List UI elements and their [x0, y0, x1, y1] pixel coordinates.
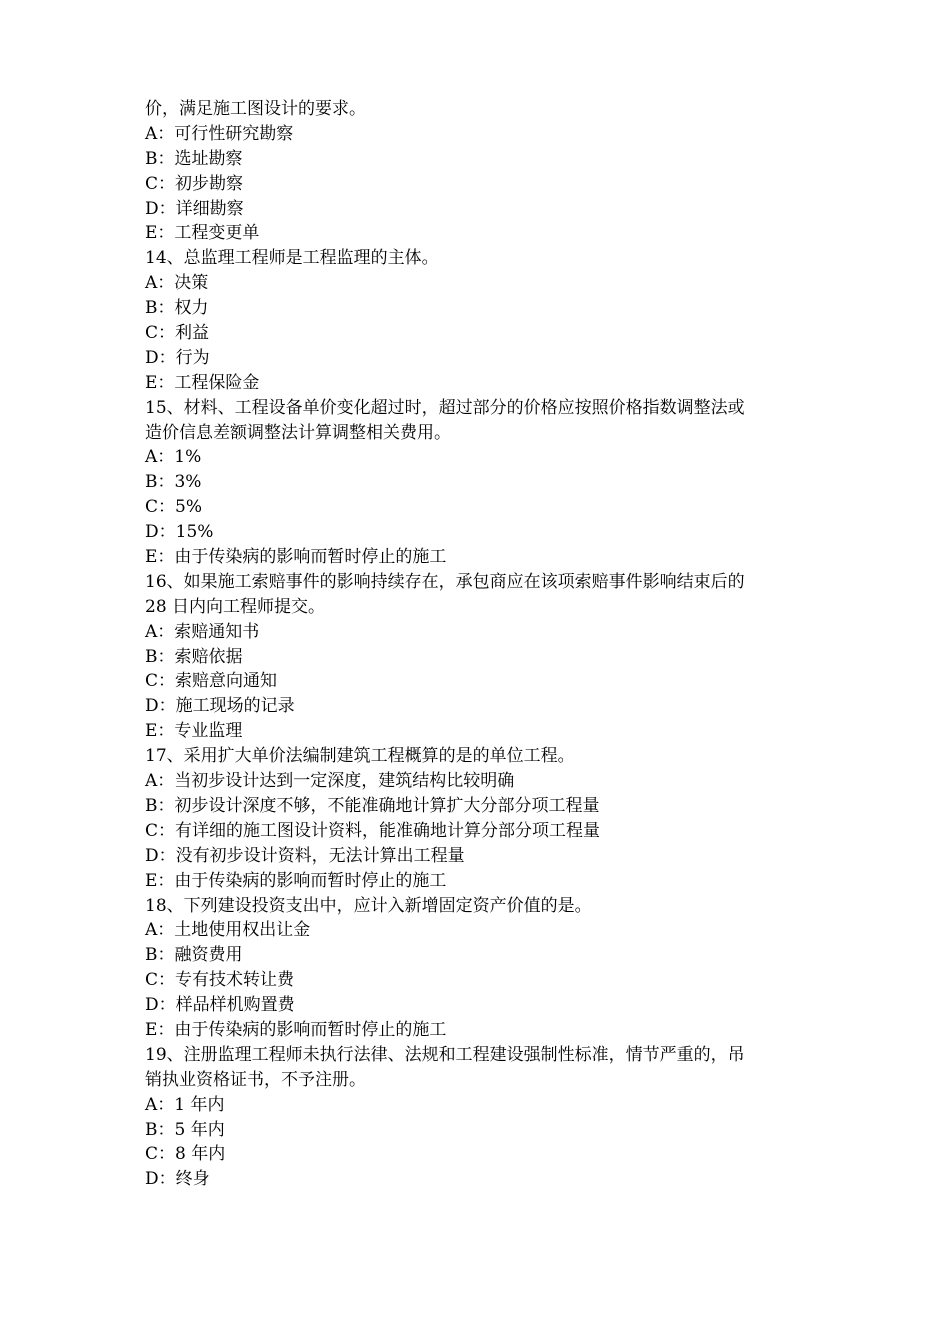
- option-e: E：工程变更单: [145, 223, 260, 244]
- question-continuation: 价，满足施工图设计的要求。: [145, 99, 366, 119]
- option-b: B：索赔依据: [145, 646, 243, 667]
- option-d: D：没有初步设计资料，无法计算出工程量: [145, 845, 465, 866]
- document-page: [145, 97, 815, 1192]
- question-15-line-2: 造价信息差额调整法计算调整相关费用。: [145, 422, 451, 443]
- option-b: B：3%: [145, 472, 202, 493]
- question-18: 18、下列建设投资支出中，应计入新增固定资产价值的是。: [145, 895, 592, 916]
- question-16-line-2: 28 日内向工程师提交。: [145, 596, 326, 617]
- question-15-line-1: 15、材料、工程设备单价变化超过时，超过部分的价格应按照价格指数调整法或: [145, 397, 745, 418]
- option-d: D：样品样机购置费: [145, 995, 295, 1016]
- option-b: B：5 年内: [145, 1119, 225, 1140]
- option-d: D：行为: [145, 347, 210, 368]
- option-a: A：1 年内: [145, 1094, 225, 1115]
- option-b: B：融资费用: [145, 945, 243, 966]
- question-14: 14、总监理工程师是工程监理的主体。: [145, 248, 439, 269]
- option-e: E：由于传染病的影响而暂时停止的施工: [145, 547, 447, 568]
- option-c: C：初步勘察: [145, 173, 244, 194]
- option-d: D：终身: [145, 1169, 210, 1190]
- option-b: B：初步设计深度不够，不能准确地计算扩大分部分项工程量: [145, 795, 600, 816]
- question-16-line-1: 16、如果施工索赔事件的影响持续存在，承包商应在该项索赔事件影响结束后的: [145, 571, 745, 592]
- option-a: A：当初步设计达到一定深度，建筑结构比较明确: [145, 771, 515, 792]
- option-d: D：15%: [145, 522, 214, 543]
- option-a: A：土地使用权出让金: [145, 920, 311, 941]
- option-e: E：工程保险金: [145, 372, 260, 393]
- option-a: A：1%: [145, 447, 202, 468]
- option-b: B：选址勘察: [145, 148, 243, 169]
- option-c: C：专有技术转让费: [145, 970, 295, 991]
- option-c: C：5%: [145, 497, 202, 518]
- question-17: 17、采用扩大单价法编制建筑工程概算的是的单位工程。: [145, 746, 575, 767]
- option-c: C：8 年内: [145, 1144, 226, 1165]
- option-c: C：有详细的施工图设计资料，能准确地计算分部分项工程量: [145, 820, 601, 841]
- question-19-line-2: 销执业资格证书，不予注册。: [145, 1069, 366, 1090]
- option-a: A：索赔通知书: [145, 621, 260, 642]
- option-e: E：由于传染病的影响而暂时停止的施工: [145, 870, 447, 891]
- option-b: B：权力: [145, 298, 209, 319]
- option-c: C：利益: [145, 323, 210, 344]
- option-a: A：决策: [145, 273, 209, 294]
- question-19-line-1: 19、注册监理工程师未执行法律、法规和工程建设强制性标准，情节严重的，吊: [145, 1044, 745, 1065]
- option-e: E：由于传染病的影响而暂时停止的施工: [145, 1019, 447, 1040]
- option-c: C：索赔意向通知: [145, 671, 278, 692]
- option-d: D：施工现场的记录: [145, 696, 295, 717]
- option-d: D：详细勘察: [145, 198, 244, 219]
- option-a: A：可行性研究勘察: [145, 123, 294, 144]
- option-e: E：专业监理: [145, 721, 243, 742]
